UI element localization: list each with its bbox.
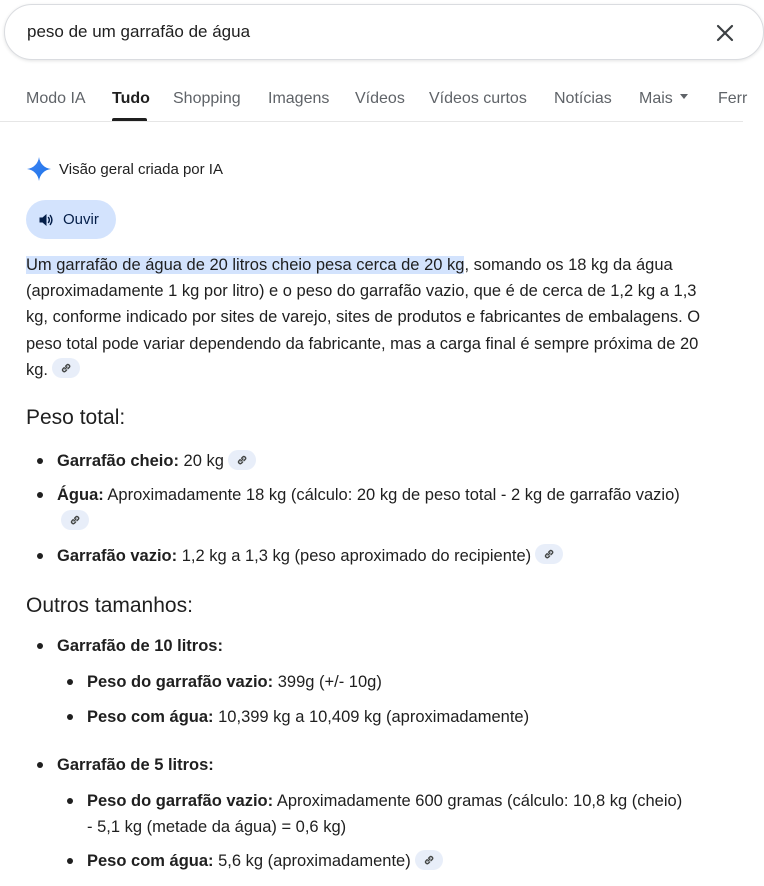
list-item — [57, 633, 707, 659]
source-link-chip[interactable] — [535, 544, 563, 564]
group-title: Garrafão de 5 litros: — [57, 756, 214, 774]
item-text: 10,399 kg a 10,409 kg (aproximadamente) — [213, 708, 530, 727]
tab-imagens[interactable]: Imagens — [268, 90, 330, 107]
tab-noticias[interactable]: Notícias — [554, 90, 612, 107]
search-tabs — [0, 78, 748, 122]
item-label: Peso com água: — [87, 708, 214, 727]
item-text: 1,2 kg a 1,3 kg (peso aproximado do recipiente) — [177, 546, 532, 565]
link-icon — [543, 548, 555, 560]
active-tab-indicator — [112, 118, 147, 121]
item-text: Aproximadamente 600 gramas (cálculo: 10,8 kg (cheio) - 5,1 kg (metade da água) = 0,6 kg) — [87, 792, 683, 837]
source-link-chip[interactable] — [52, 358, 80, 378]
tab-videos-curtos[interactable]: Vídeos curtos — [429, 90, 527, 107]
listen-label: Ouvir — [63, 211, 99, 228]
section-heading-outros-tamanhos: Outros tamanhos: — [26, 594, 193, 617]
highlighted-answer: Um garrafão de água de 20 litros cheio pesa cerca de 20 kg — [26, 256, 465, 274]
list-item — [87, 788, 687, 840]
item-text: 5,6 kg (aproximadamente) — [213, 852, 411, 871]
summary-text: , somando os 18 kg da água (aproximadamente 1 kg por litro) e o peso do garrafão vazio, que é de cerca de 1,2 kg a 1,3 kg, conforme indicado por sites de varejo, sites de produtos e fabricantes de embalagens. O peso total pode variar dependendo da fabricante, mas a carga final é sempre próxima de 20 kg. — [26, 256, 701, 379]
list-item — [57, 448, 707, 474]
garrafao-5-group — [57, 752, 707, 778]
listen-button[interactable] — [26, 200, 116, 239]
item-label: Garrafão vazio: — [57, 546, 178, 565]
peso-total-list — [57, 448, 707, 569]
item-label: Água: — [57, 486, 104, 505]
list-item — [87, 848, 687, 874]
tab-shopping[interactable]: Shopping — [173, 90, 241, 107]
list-item — [57, 482, 707, 534]
ai-overview-title: Visão geral criada por IA — [59, 161, 223, 178]
item-label: Peso com água: — [87, 852, 214, 871]
link-icon — [423, 854, 435, 866]
garrafao-10-list — [87, 669, 707, 730]
garrafao-10-group — [57, 633, 707, 659]
list-item — [87, 704, 707, 730]
source-link-chip[interactable] — [228, 450, 256, 470]
garrafao-5-list — [87, 788, 687, 875]
list-item — [87, 669, 707, 695]
list-item — [57, 543, 707, 569]
item-label: Peso do garrafão vazio: — [87, 673, 274, 691]
group-title: Garrafão de 10 litros: — [57, 637, 223, 655]
tab-ferramentas[interactable]: Ferr — [718, 90, 748, 107]
tab-videos[interactable]: Vídeos — [355, 90, 405, 107]
ai-overview-summary — [26, 252, 716, 383]
item-label: Peso do garrafão vazio: — [87, 792, 274, 810]
gemini-sparkle-icon — [26, 156, 52, 182]
link-icon — [60, 362, 72, 374]
tab-mais[interactable] — [639, 90, 688, 108]
item-text: 399g (+/- 10g) — [273, 673, 382, 691]
item-text: Aproximadamente 18 kg (cálculo: 20 kg de peso total - 2 kg de garrafão vazio) — [103, 486, 680, 505]
list-item — [57, 752, 707, 778]
tab-modo-ia[interactable]: Modo IA — [26, 90, 86, 107]
item-text: 20 kg — [178, 452, 224, 470]
close-icon[interactable] — [713, 21, 737, 45]
source-link-chip[interactable] — [61, 510, 89, 530]
section-heading-peso-total: Peso total: — [26, 406, 126, 429]
tab-mais-label: Mais — [639, 90, 673, 107]
search-bar[interactable] — [4, 4, 764, 60]
search-input[interactable]: peso de um garrafão de água — [27, 22, 251, 41]
item-label: Garrafão cheio: — [57, 452, 179, 470]
tab-tudo[interactable]: Tudo — [112, 90, 150, 107]
source-link-chip[interactable] — [415, 850, 443, 870]
link-icon — [236, 454, 248, 466]
chevron-down-icon — [680, 94, 688, 99]
speaker-icon — [38, 212, 54, 228]
link-icon — [69, 514, 81, 526]
